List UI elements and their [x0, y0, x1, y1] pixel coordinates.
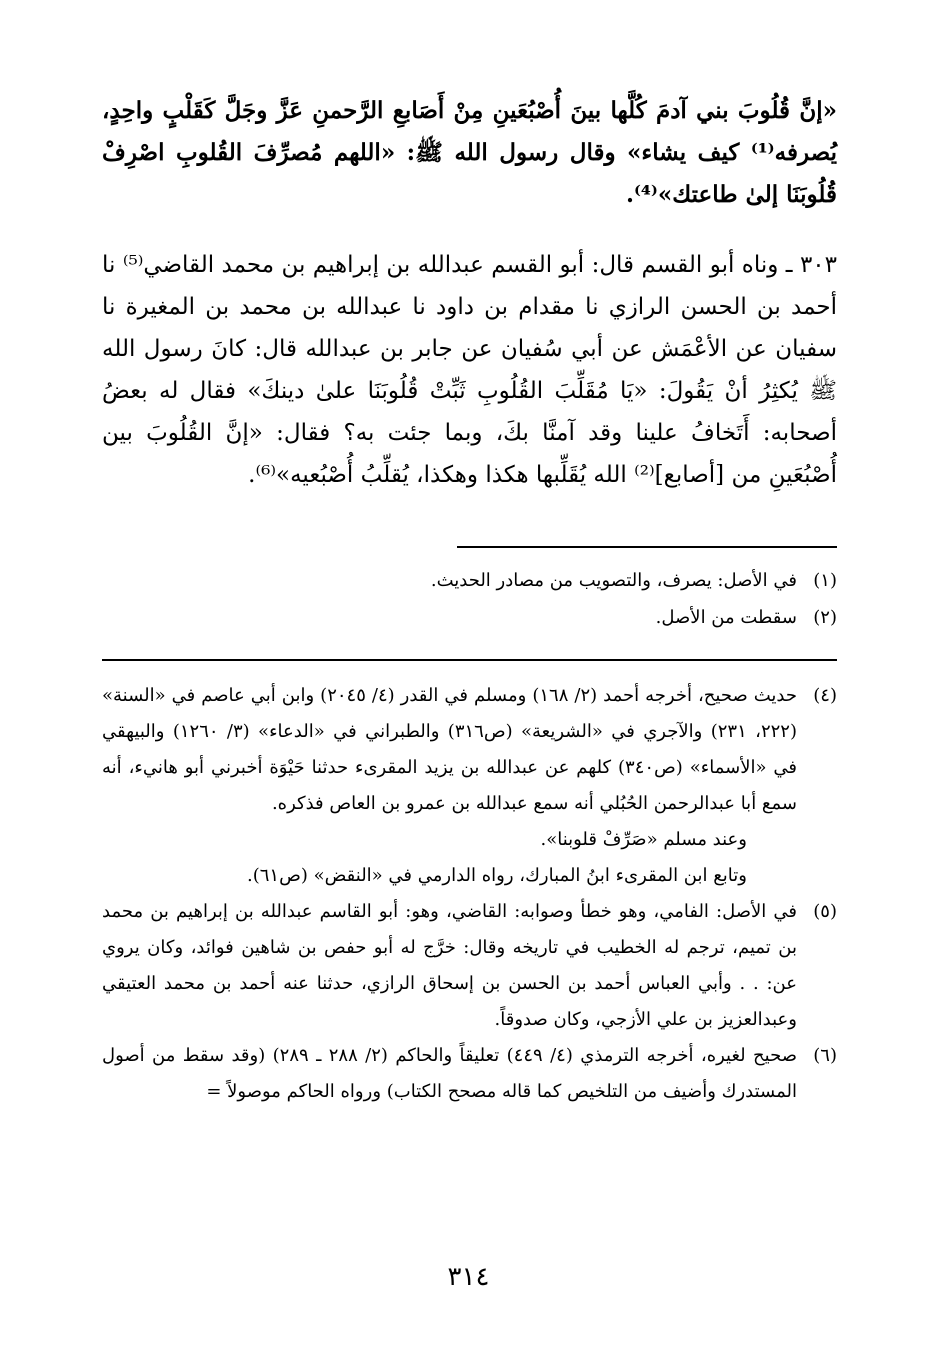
footnote-text: حديث صحيح، أخرجه أحمد (٢/ ١٦٨) ومسلم في القدر (٤/ ٢٠٤٥) وابن أبي عاصم في «السنة» (٢٢٢، ٢٣١) والآجري في «الشريعة» (ص٣١٦) والطبراني في «الدعاء» (٣/ ١٢٦٠) والبيهقي في «الأسماء» (ص٣٤٠) كلهم عن عبدالله بن يزيد المقرىء حدثنا حَيْوَة أخبرني أبو هانيء، أنه سمع أبا عبدالرحمن الحُبُلي أنه سمع عبدالله بن عمرو بن العاص فذكره. [102, 685, 797, 814]
footnote-number: (١) [813, 570, 837, 591]
footnote-text: في الأصل: يصرف، والتصويب من مصادر الحديث. [430, 570, 797, 591]
footnote-text: في الأصل: الفامي، وهو خطأ وصوابه: القاضي، وهو: أبو القاسم عبدالله بن إبراهيم بن محمد بن تميم، ترجم له الخطيب في تاريخه وقال: خرَّج له أبو حفص بن شاهين فوائد، وكان يروي عن: . . وأبي العباس أحمد بن الحسن بن إسحاق الرازي، حدثنا عنه أحمد بن محمد العتيقي وعبدالعزيز بن علي الأزجي، وكان صدوقاً. [102, 901, 797, 1030]
page-number: ٣١٤ [447, 1262, 490, 1292]
footnote-item [102, 894, 837, 1038]
footnote-body [102, 678, 797, 894]
hadith-paragraph: «إنَّ قُلُوبَ بني آدمَ كُلَّها بينَ أُصْبُعَينِ مِنْ أَصَابعِ الرَّحمنِ عَزَّ وجَلَّ كَقَلْبٍ واحِدٍ، يُصرفه⁽¹⁾ كيف يشاء» وقال رسول الله ﷺ: «اللهم مُصرِّفَ القُلوبِ اصْرِفْ قُلُوبَنَا إلىٰ طاعتك»⁽⁴⁾. [102, 97, 837, 208]
footnote-text: سقطت من الأصل. [655, 607, 797, 628]
footnote-number: (٦) [813, 1045, 837, 1066]
footnote-extra: وعند مسلم «صَرِّفْ قلوبنا». [540, 829, 747, 850]
footnote-text: صحيح لغيره، أخرجه الترمذي (٤/ ٤٤٩) تعليقاً والحاكم (٢/ ٢٨٨ ـ ٢٨٩) (وقد سقط من أصول المستدرك وأضيف من التلخيص كما قاله مصحح الكتاب) ورواه الحاكم موصولاً = [102, 1045, 798, 1102]
footnotes-section-a [102, 562, 837, 636]
footnote-number: (٥) [813, 901, 837, 922]
footnote-item [102, 678, 837, 894]
footnotes-section-b [102, 678, 837, 1110]
narration-303-paragraph: ٣٠٣ ـ وناه أبو القسم قال: أبو القسم عبدالله بن إبراهيم بن محمد القاضي⁽⁵⁾ نا أحمد بن الحسن الرازي نا مقدام بن داود نا عبدالله بن محمد بن المغيرة نا سفيان عن الأعْمَش عن أبي سُفيان عن جابر بن عبدالله قال: كانَ رسول الله ﷺ يُكثِرُ أنْ يَقُولَ: «يَا مُقَلِّبَ القُلُوبِ ثَبِّتْ قُلُوبَنَا علىٰ دينكَ» فقال له بعضُ أصحابه: أَتَخافُ علينا وقد آمنَّا بكَ، وبما جئت به؟ فقال: «إنَّ القُلُوبَ بين أُصْبُعَينِ من [أصابع]⁽²⁾ الله يُقَلِّبها هكذا وهكذا، يُقلِّبُ أُصْبُعيه»⁽⁶⁾. [102, 252, 837, 488]
footnote-number: (٢) [813, 607, 837, 628]
footnote-item [102, 1038, 837, 1110]
footnote-divider [457, 546, 837, 548]
footnote-item [102, 562, 837, 599]
footnote-extra: وتابع ابن المقرىء ابنُ المبارك، رواه الدارمي في «النقض» (ص٦١). [247, 865, 747, 886]
section-divider [102, 659, 837, 661]
main-text [102, 90, 837, 496]
footnote-number: (٤) [813, 685, 837, 706]
footnote-item [102, 599, 837, 636]
